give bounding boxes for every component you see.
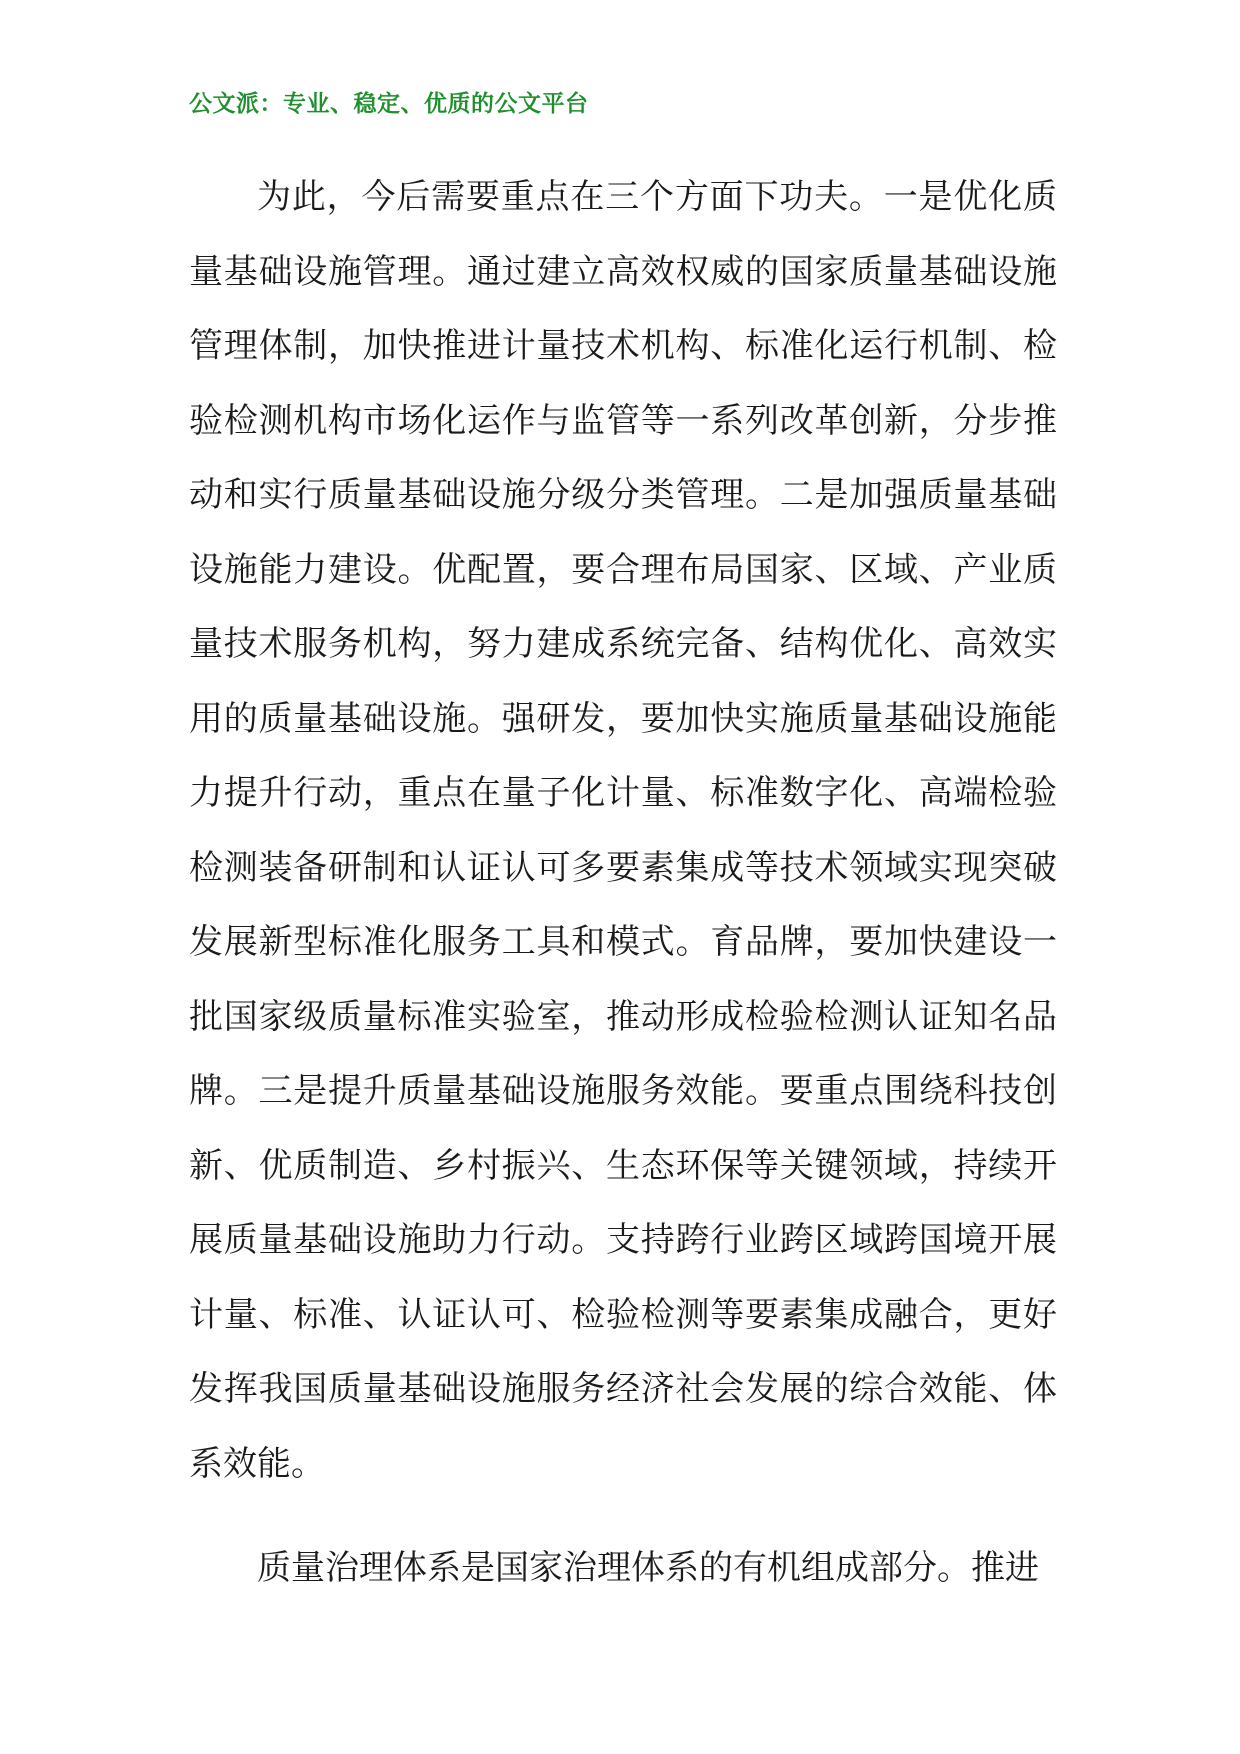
body-paragraph-1: 为此，今后需要重点在三个方面下功夫。一是优化质量基础设施管理。通过建立高效权威的国家质量基础设施管理体制，加快推进计量技术机构、标准化运行机制、检验检测机构市场化运作与监管等一系列改革创新，分步推动和实行质量基础设施分级分类管理。二是加强质量基础设施能力建设。优配置，要合理布局国家、区域、产业质量技术服务机构，努力建成系统完备、结构优化、高效实用的质量基础设施。强研发，要加快实施质量基础设施能力提升行动，重点在量子化计量、标准数字化、高端检验检测装备研制和认证认可多要素集成等技术领域实现突破发展新型标准化服务工具和模式。育品牌，要加快建设一批国家级质量标准实验室，推动形成检验检测认证知名品牌。三是提升质量基础设施服务效能。要重点围绕科技创新、优质制造、乡村振兴、生态环保等关键领域，持续开展质量基础设施助力行动。支持跨行业跨区域跨国境开展计量、标准、认证认可、检验检测等要素集成融合，更好发挥我国质量基础设施服务经济社会发展的综合效能、体系效能。 [189, 177, 1057, 1484]
page-header: 公文派：专业、稳定、优质的公文平台 [189, 91, 589, 117]
body-paragraph-2: 质量治理体系是国家治理体系的有机组成部分。推进 [257, 1548, 1039, 1588]
